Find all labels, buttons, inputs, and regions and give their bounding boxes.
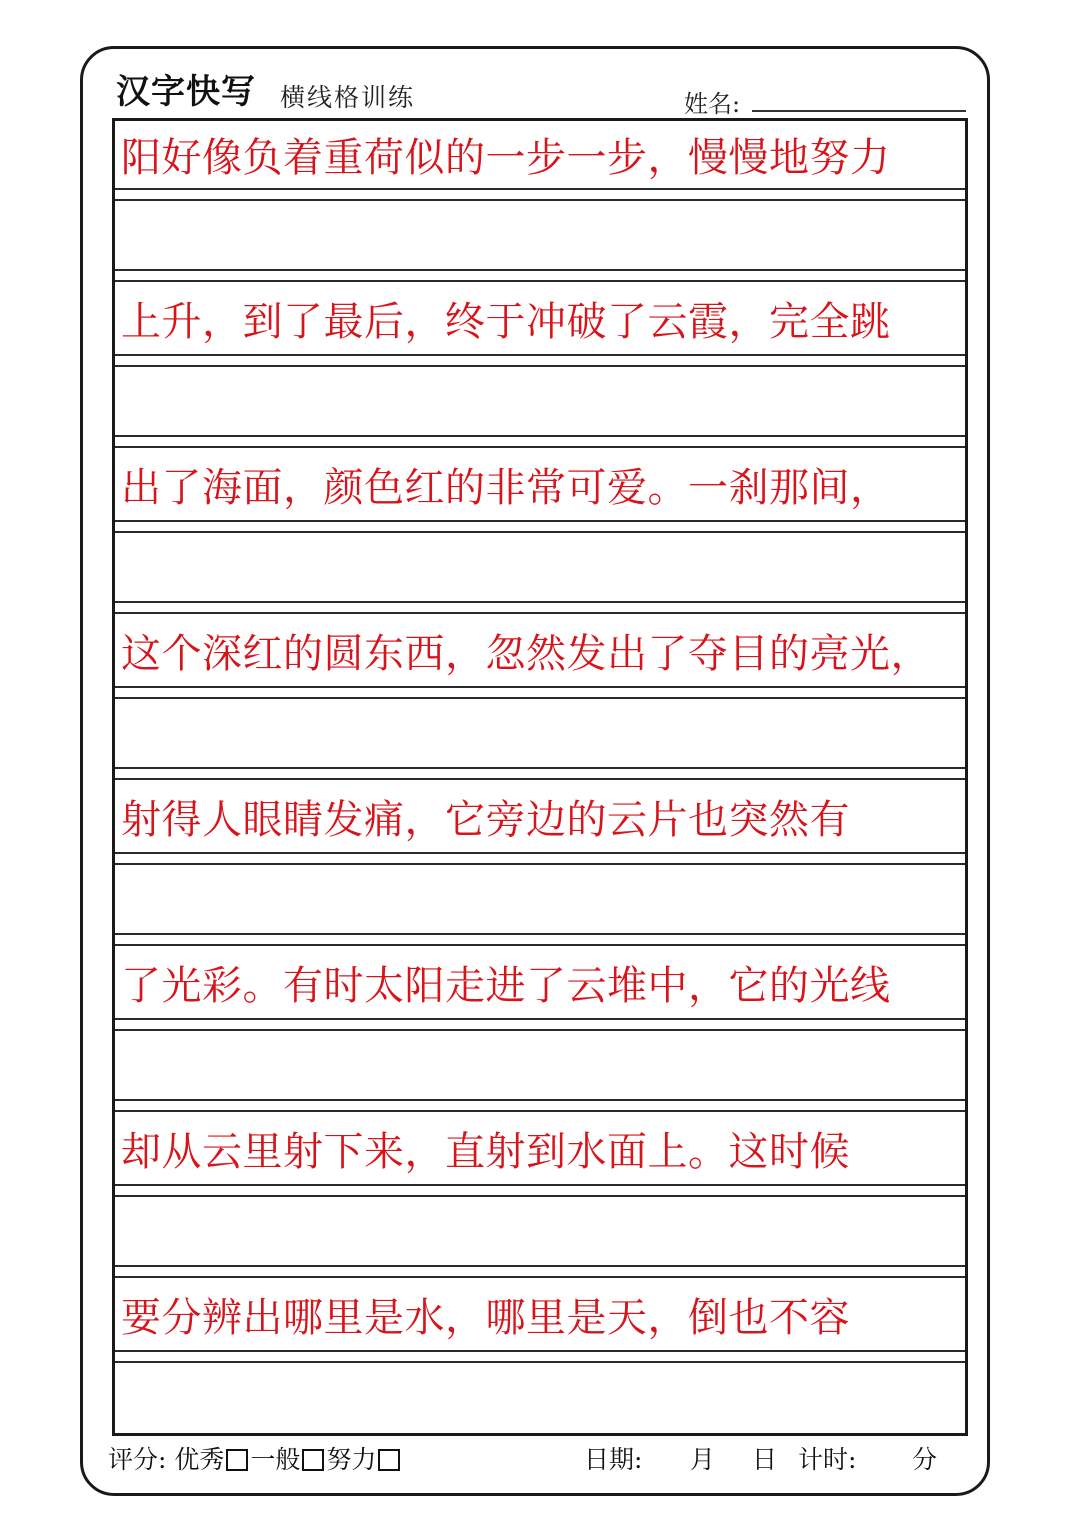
rule-line: [115, 1184, 965, 1186]
rule-line: [115, 199, 965, 201]
rule-line: [115, 446, 965, 448]
rule-line: [115, 1099, 965, 1101]
score-option-excellent-label: 优秀: [174, 1445, 225, 1474]
rule-line: [115, 612, 965, 614]
rule-line: [115, 354, 965, 356]
name-field[interactable]: [752, 110, 966, 112]
rule-line: [115, 1265, 965, 1267]
rule-line: [115, 531, 965, 533]
writing-row-5: 射得人眼睛发痛，它旁边的云片也突然有: [121, 797, 850, 843]
worksheet-subtitle: 横线格训练: [280, 83, 416, 112]
rule-line: [115, 686, 965, 688]
rule-line: [115, 778, 965, 780]
writing-row-3: 出了海面，颜色红的非常可爱。一刹那间，: [121, 465, 891, 511]
timer-label: 计时:: [798, 1445, 857, 1474]
rule-line: [115, 1361, 965, 1363]
rule-line: [115, 1195, 965, 1197]
day-label: 日: [752, 1445, 778, 1474]
score-section: [108, 1440, 402, 1480]
minutes-label: 分: [912, 1445, 938, 1474]
rule-line: [115, 697, 965, 699]
month-label: 月: [690, 1445, 716, 1474]
rule-line: [115, 933, 965, 935]
rule-line: [115, 767, 965, 769]
name-label: 姓名:: [684, 90, 741, 118]
rule-line: [115, 435, 965, 437]
checkbox-excellent[interactable]: [226, 1449, 248, 1471]
rule-line: [115, 365, 965, 367]
rule-line: [115, 944, 965, 946]
score-option-effort-label: 努力: [326, 1445, 377, 1474]
writing-row-2: 上升，到了最后，终于冲破了云霞，完全跳: [121, 299, 891, 345]
writing-row-6: 了光彩。有时太阳走进了云堆中，它的光线: [121, 963, 891, 1009]
lined-writing-grid: [112, 118, 968, 1436]
checkbox-average[interactable]: [302, 1449, 324, 1471]
rule-line: [115, 1110, 965, 1112]
rule-line: [115, 1029, 965, 1031]
worksheet-title: 汉字快写: [116, 72, 256, 112]
score-label: 评分:: [108, 1445, 167, 1474]
writing-row-4: 这个深红的圆东西，忽然发出了夺目的亮光，: [121, 631, 931, 677]
score-option-average-label: 一般: [250, 1445, 301, 1474]
rule-line: [115, 1018, 965, 1020]
rule-line: [115, 1350, 965, 1352]
rule-line: [115, 863, 965, 865]
date-label: 日期:: [584, 1445, 643, 1474]
rule-line: [115, 601, 965, 603]
rule-line: [115, 188, 965, 190]
rule-line: [115, 520, 965, 522]
writing-row-7: 却从云里射下来，直射到水面上。这时候: [121, 1129, 850, 1175]
rule-line: [115, 852, 965, 854]
writing-row-8: 要分辨出哪里是水，哪里是天，倒也不容: [121, 1295, 850, 1341]
rule-line: [115, 1276, 965, 1278]
rule-line: [115, 280, 965, 282]
rule-line: [115, 269, 965, 271]
checkbox-effort[interactable]: [378, 1449, 400, 1471]
writing-row-1: 阳好像负着重荷似的一步一步，慢慢地努力: [121, 135, 891, 181]
